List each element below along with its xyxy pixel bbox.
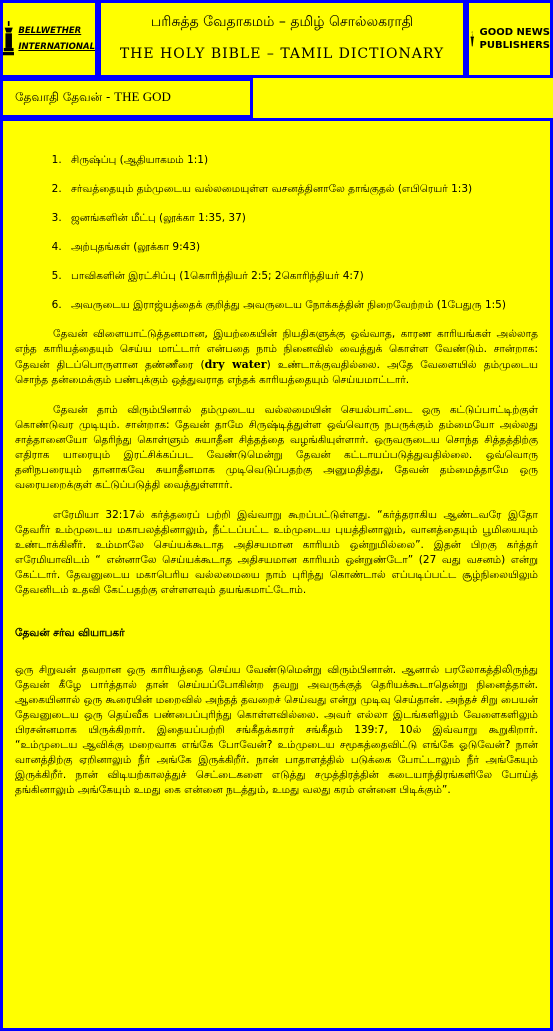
- list-item: 3. ஜனங்களின் மீட்பு (லூக்கா 1:35, 37): [65, 211, 538, 226]
- section-title-tamil: தேவாதி தேவன்: [15, 90, 103, 104]
- list-item: 4. அற்புதங்கள் (லூக்கா 9:43): [65, 240, 538, 255]
- power-list: [15, 153, 538, 313]
- page-title-tamil: பரிசுத்த வேதாகமம் – தமிழ் சொல்லகராதி: [150, 14, 414, 30]
- content-box: [0, 118, 553, 1031]
- section-title-english: THE GOD: [114, 89, 171, 104]
- bellwether-logo: [3, 3, 95, 75]
- list-item: 2. சர்வத்தையும் தம்முடைய வல்லமையுள்ள வசனத்தினாலே தாங்குதல் (எபிரெயர் 1:3): [65, 182, 538, 197]
- paragraph-4: ஒரு சிறுவன் தவறான ஒரு காரியத்தை செய்ய வேண்டுமென்று விரும்பினான். ஆனால் பரலோகத்திலிருந்து தேவன் கீழே பார்த்தால் தான் செய்யப்போகின்ற தவறு அவருக்குத் தெரியக்கூடாதென்று நினைத்தான். ஆகையினால் ஒரு கூரையின் மறைவில் அந்தத் தவறைச் செய்வது என்று முடிவு செய்தான். அந்தச் சிறு பையன் தேவனுடைய ஒரு தெய்வீக பண்பைப்புரிந்து கொள்ளவில்லை. அவர் எல்லா இடங்களிலும் வேளைகளிலும் பிரசன்னமாக யிருக்கிறார். இதையப்பற்றி சங்கீதக்காரர் சங்கீதம் 139:7, 10ல் இவ்வாறு கூறுகிறார். “உம்முடைய ஆவிக்கு மறைவாக எங்கே போவேன்? உம்முடைய சமூகத்தைவிட்டு எங்கே ஓடுவேன்? நான் வானத்திற்கு ஏறினாலும் நீர் அங்கே இருக்கிறீர். நான் பாதாளத்தில் படுக்கை போட்டாலும் நீர் அங்கேயும் இருக்கிறீர். நான் விடியற்காலத்துச் செட்டைகளை எடுத்து சமுத்திரத்தின் கடையாந்திரங்களிலே போய்த் தங்கினாலும் அங்கேயும் உமது கை என்னை நடத்தும், உமது வலது கரம் என்னை பிடிக்கும்”.: [15, 664, 538, 796]
- good-news-logo-line2: PUBLISHERS: [479, 40, 550, 51]
- bellwether-logo-line2: INTERNATIONAL: [18, 42, 95, 52]
- good-news-logo-line1: GOOD NEWS: [479, 27, 550, 38]
- good-news-logo: [469, 3, 550, 75]
- title-box: [98, 0, 466, 78]
- bellwether-logo-line1: BELLWETHER: [18, 26, 82, 36]
- sub-heading: தேவன் சர்வ வியாபகர்: [15, 627, 125, 639]
- page-title-english: THE HOLY BIBLE – TAMIL DICTIONARY: [119, 46, 445, 62]
- good-news-logo-box: [466, 0, 553, 78]
- list-item: 1. சிருஷ்ப்பு (ஆதியாகமம் 1:1): [65, 153, 538, 168]
- paragraph-1-english-term: dry water: [204, 358, 267, 371]
- paragraph-1: [15, 327, 538, 388]
- torch-icon: [469, 19, 476, 59]
- bell-tower-icon: [3, 17, 14, 61]
- list-item: 5. பாவிகளின் இரட்சிப்பு (1கொரிந்தியர் 2:5; 2கொரிந்தியர் 4:7): [65, 269, 538, 284]
- section-header-box: [0, 78, 253, 118]
- list-item: 6. அவருடைய இராஜ்யத்தைக் குறித்து அவருடைய நோக்கத்தின் நிறைவேற்றம் (1பேதுரு 1:5): [65, 298, 538, 313]
- bellwether-logo-box: [0, 0, 98, 78]
- paragraph-2: தேவன் தாம் விரும்பினால் தம்முடைய வல்லமையின் செயல்பாட்டை ஒரு கட்டுப்பாட்டிற்குள் கொண்டுவர முடியும். சான்றாக: தேவன் தாமே சிருஷ்டித்துள்ள ஒவ்வொரு நபருக்கும் தம்மையோ அல்லது சாத்தானையோ தெரிந்து கொள்ளும் சுயாதீன சித்தத்தை வழங்கியுள்ளார். ஒருவருடைய சொந்த சித்தத்திற்கு எதிராக யாரையும் இரட்சிக்கப்பட வேண்டுமென்று தேவன் கட்டாயப்படுத்துவதில்லை. ஒவ்வொரு தனிநபரையும் தானாகவே சுயாதீனமாக முடிவெடுப்பதற்கு அனுமதித்து, தேவன் தம்மைத்தாமே ஒரு வரையறைக்குள் கட்டுப்படுத்தி வைத்துள்ளார்.: [15, 404, 538, 491]
- content-body: [15, 153, 538, 813]
- section-title: [15, 89, 171, 106]
- paragraph-3: எரேமியா 32:17ல் கர்த்தரைப் பற்றி இவ்வாறு கூறப்பட்டுள்ளது. “கர்த்தராகிய ஆண்டவரே இதோ தேவரீர் உம்முடைய மகாபலத்தினாலும், நீட்டப்பட்ட உம்முடைய புயத்தினாலும், வானத்தையும் பூமியையும் உண்டாக்கினீர். உம்மாலே செய்யக்கூடாத அதிசயமான காரியம் ஒன்றுமில்லை”. இதன் பிறகு கர்த்தர் எரேமியாவிடம் “ என்னாலே செய்யக்கூடாத அதிசயமான காரியம் ஒன்றுண்டோ” (27 வது வசனம்) என்று கேட்டார். தேவனுடைய மகாபெரிய வல்லமையை நாம் புரிந்து கொண்டால் எப்படிப்பட்ட சூழ்நிலையிலும் தேவனிடம் உதவி கேட்பதற்கு எள்ளளவும் தயங்கமாட்டோம்.: [15, 509, 538, 596]
- paragraph-1-part-a: தேவன் விளையாட்டுத்தனமான, இயற்கையின் நியதிகளுக்கு ஒவ்வாத, காரண காரியங்கள் அல்லாத எந்த காரியத்தையும் செய்ய மாட்டார் என்பதை நாம் நினைவில் வைத்துக் கொள்ள வேண்டும். சான்றாக: தேவன் திடப்பொருளான தண்ணீரை (: [15, 328, 538, 371]
- paragraph-1-part-b: ) உண்டாக்குவதில்லை. அதே வேளையில் தம்முடைய சொந்த தன்மைக்கும் பண்புக்கும் ஒத்துவராத எந்தக் காரியத்தையும் செய்யமாட்டார்.: [15, 359, 538, 386]
- section-title-separator: -: [102, 90, 115, 104]
